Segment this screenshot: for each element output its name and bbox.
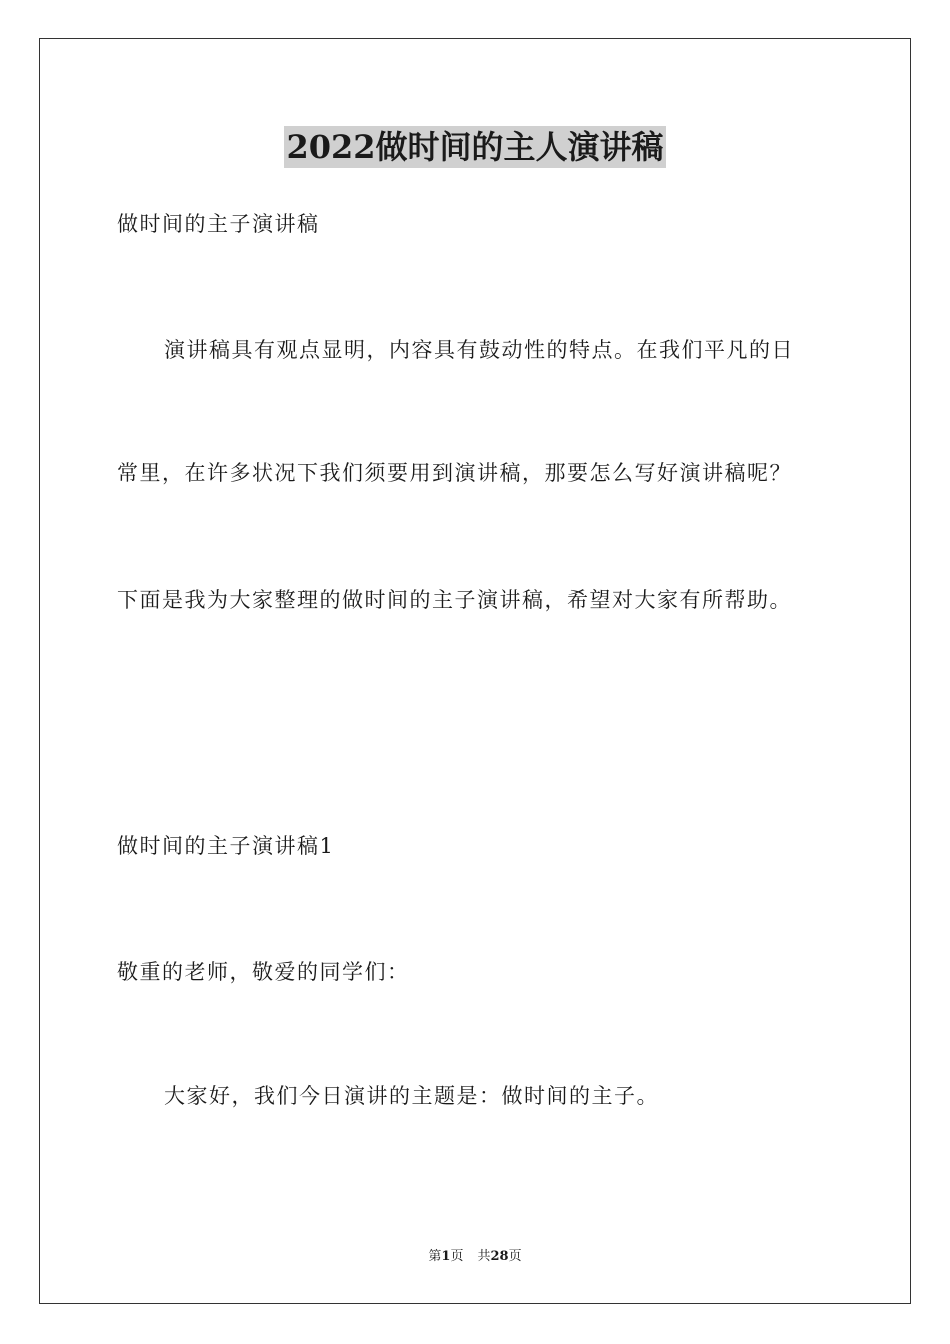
section-heading: 做时间的主子演讲稿1 (117, 834, 335, 858)
total-pages: 28 (490, 1249, 509, 1264)
document-title: 2022做时间的主人演讲稿 (286, 128, 664, 166)
total-prefix: 共 (477, 1249, 491, 1264)
intro-paragraph-line-1: 演讲稿具有观点显明，内容具有鼓动性的特点。在我们平凡的日 (164, 338, 794, 362)
total-suffix: 页 (508, 1249, 522, 1264)
page-footer (0, 1248, 950, 1266)
intro-paragraph-line-2: 常里，在许多状况下我们须要用到演讲稿，那要怎么写好演讲稿呢？ (117, 461, 792, 485)
salutation-line: 敬重的老师，敬爱的同学们： (117, 960, 410, 984)
page-prefix: 第 (428, 1249, 442, 1264)
body-paragraph-line: 大家好，我们今日演讲的主题是：做时间的主子。 (164, 1084, 659, 1108)
title-container (0, 126, 950, 168)
page-number: 1 (441, 1249, 451, 1264)
subtitle-line: 做时间的主子演讲稿 (117, 212, 320, 236)
page-suffix: 页 (450, 1249, 464, 1264)
intro-paragraph-line-3: 下面是我为大家整理的做时间的主子演讲稿，希望对大家有所帮助。 (117, 588, 792, 612)
